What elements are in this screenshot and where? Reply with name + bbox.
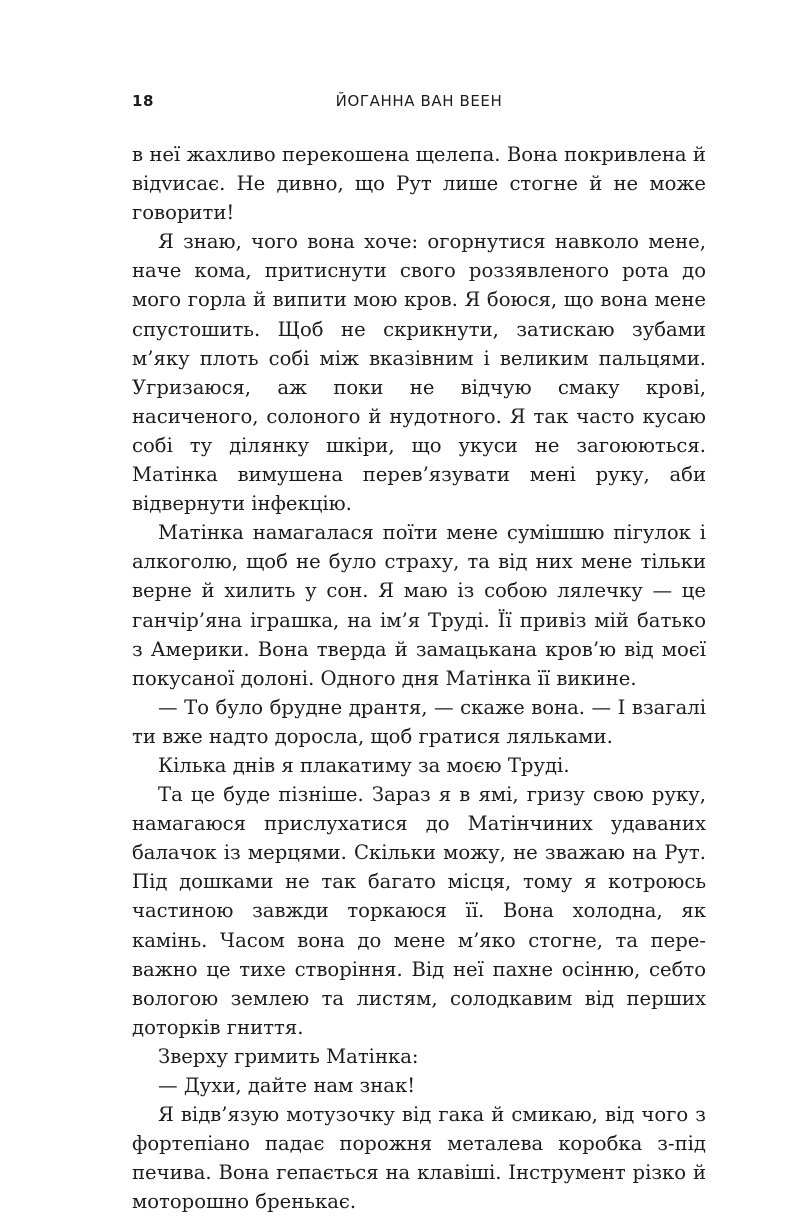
paragraph: Матінка намагалася поїти мене сумішшю пігулок і алкоголю, щоб не було страху, та від них мене тільки верне й хилить у сон. Я маю із собою лялечку — це ганчір’яна іграшка, на ім’я Труді. Її привіз мій батько з Америки. Вона тверда й замацькана кров’ю від моєї покусаної долоні. Одного дня Матінка її викине. [132,521,706,690]
running-header [132,92,706,116]
paragraph: Зверху гримить Матінка: [158,1044,419,1068]
running-title: ЙОГАННА ВАН ВЕЕН [335,92,503,110]
dialogue-paragraph: — Духи, дайте нам знак! [158,1074,416,1097]
page-number: 18 [132,92,155,110]
paragraph: Та це буде пізніше. Зараз я в ямі, гризу свою руку, намагаюся прислухатися до Матінчиних удаваних балачок із мерцями. Скільки можу, не зважаю на Рут. Під дошками не так багато місця, тому я котроюсь частиною завжди торкаюся її. Вона холодна, як камінь. Часом вона до мене м’яко стогне, та переважно це тихе створіння. Від неї пахне осінню, себто вологою землею та листям, солодкавим від перших доторків гниття. [132,783,706,1039]
paragraph: Кілька днів я плакатиму за моєю Труді. [158,753,570,777]
paragraph: Я відв’язую мотузочку від гака й смикаю, від чого з фортепіано падає порожня металева коробка з-під печива. Вона гепається на клавіші. Інструмент різко й моторошно бренькає. [132,1103,706,1214]
paragraph: в неї жахливо перекошена щелепа. Вона покривлена й відvисає. Не дивно, що Рут лише стогне й не може говорити! [132,143,706,225]
paragraph: Я знаю, чого вона хоче: огорнутися навколо мене, наче кома, притиснути свого роззявленого рота до мого горла й випити мою кров. Я боюся, що вона мене спустошить. Щоб не скрикнути, затискаю зубами м’яку плоть собі між вказівним і великим пальцями. Угризаюся, аж поки не відчую смаку крові, насиченого, солоного й нудотного. Я так часто кусаю собі ту ділянку шкіри, що укуси не загоюються. Матінка вимушена перев’язувати мені руку, аби відвернути інфекцію. [132,230,706,516]
dialogue-paragraph: — То було брудне дрантя, — скаже вона. — І взагалі ти вже надто доросла, щоб гратися ляльками. [132,695,706,748]
body-text [132,140,706,1216]
